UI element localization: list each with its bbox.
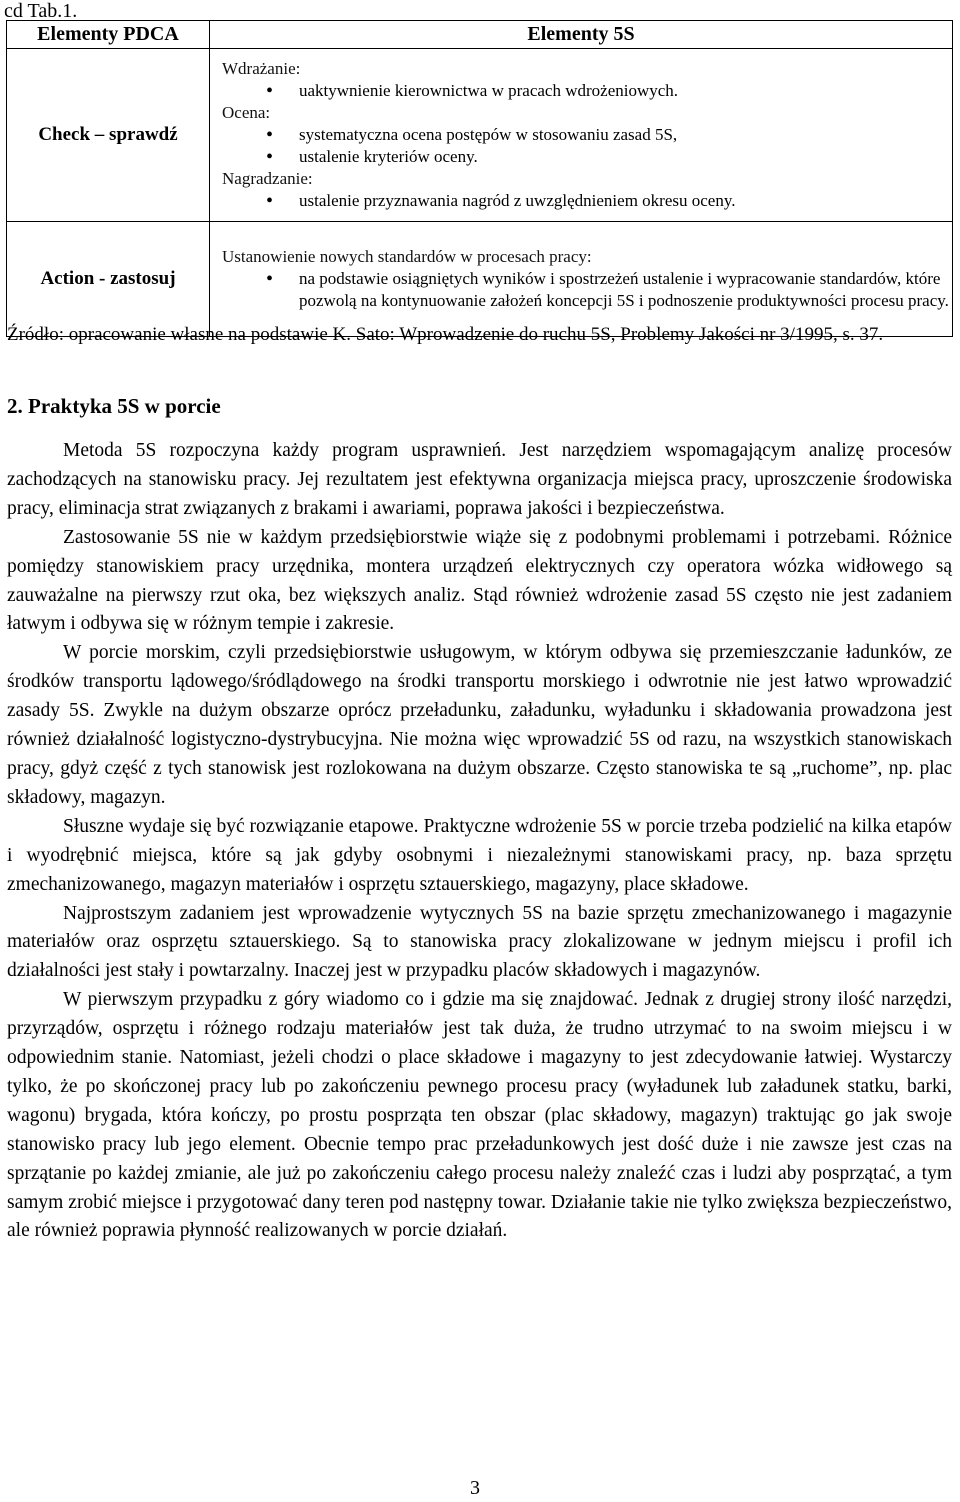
pdca-5s-table xyxy=(6,20,953,337)
bullet-list xyxy=(222,268,952,312)
bullet-list xyxy=(222,190,952,212)
check-elements-cell xyxy=(210,49,953,222)
bullet-item: • ustalenie kryteriów oceny. xyxy=(222,146,952,168)
bullet-list xyxy=(222,80,952,102)
bullet-item: • systematyczna ocena postępów w stosowaniu zasad 5S, xyxy=(222,124,952,146)
body-text xyxy=(7,437,952,1246)
group-title: Ustanowienie nowych standardów w procesach pracy: xyxy=(222,247,592,266)
paragraph: W pierwszym przypadku z góry wiadomo co i gdzie ma się znajdować. Jednak z drugiej strony ilość narzędzi, przyrządów, osprzętu i różnego rodzaju materiałów jest tak duża, że trudno utrzymać to na swoim miejscu i w odpowiednim stanie. Natomiast, jeżeli chodzi o place składowe i magazyny to jest zdecydowanie łatwiej. Wystarczy tylko, że po skończonej pracy lub po zakończeniu pewnego procesu pracy (wyładunek lub załadunek statku, barki, wagonu) brygada, która kończy, po prostu posprząta ten obszar (plac składowy, magazyn) traktując go jak swoje stanowisko pracy lub jego element. Obecnie tempo prac przeładunkowych jest dość duże i nie zawsze jest czas na sprzątanie po każdej zmianie, ale już po zakończeniu całego procesu należy znaleźć czas i ludzi aby posprzątać, a tym samym zrobić miejsce i przygotować dany teren pod następny towar. Działanie takie nie tylko zwiększa bezpieczeństwo, ale również poprawia płynność realizowanych w porcie działań. xyxy=(7,989,952,1242)
action-elements-cell xyxy=(210,222,953,337)
table-continuation-note: cd Tab.1. xyxy=(4,0,78,22)
group-title: Nagradzanie: xyxy=(222,169,313,188)
header-5s: Elementy 5S xyxy=(210,21,953,49)
page-number: 3 xyxy=(470,1477,480,1499)
row-label-check: Check – sprawdź xyxy=(7,49,210,222)
table-header-row xyxy=(7,21,953,49)
bullet-item: • na podstawie osiągniętych wyników i spostrzeżeń ustalenie i wypracowanie standardów, które pozwolą na kontynuowanie założeń koncepcji 5S i podnoszenie produktywności procesu pracy. xyxy=(222,268,952,312)
paragraph: Najprostszym zadaniem jest wprowadzenie wytycznych 5S na bazie sprzętu zmechanizowanego i magazynie materiałów oraz osprzętu sztauerskiego. Są to stanowiska pracy zlokalizowane w jednym miejscu i profil ich działalności jest stały i powtarzalny. Inaczej jest w przypadku placów składowych i magazynów. xyxy=(7,902,952,982)
group-title: Wdrażanie: xyxy=(222,59,301,78)
paragraph: Metoda 5S rozpoczyna każdy program usprawnień. Jest narzędziem wspomagającym analizę procesów zachodzących na stanowisku pracy. Jej rezultatem jest efektywna organizacja miejsca pracy, uproszczenie środowiska pracy, eliminacja strat związanych z brakami i awariami, poprawa jakości i bezpieczeństwa. xyxy=(7,440,952,519)
table-row xyxy=(7,49,953,222)
table-row xyxy=(7,222,953,337)
table-source-note: Źródło: opracowanie własne na podstawie K. Sato: Wprowadzenie do ruchu 5S, Problemy Jakości nr 3/1995, s. 37. xyxy=(7,324,884,345)
row-label-action: Action - zastosuj xyxy=(7,222,210,337)
bullet-item: • ustalenie przyznawania nagród z uwzględnieniem okresu oceny. xyxy=(222,190,952,212)
header-pdca: Elementy PDCA xyxy=(7,21,210,49)
paragraph: Słuszne wydaje się być rozwiązanie etapowe. Praktyczne wdrożenie 5S w porcie trzeba podzielić na kilka etapów i wyodrębnić miejsca, które są jak gdyby osobnymi i niezależnymi stanowiskami pracy, np. baza sprzętu zmechanizowanego, magazyn materiałów i osprzętu sztauerskiego, magazyny, place składowe. xyxy=(7,815,952,895)
group-title: Ocena: xyxy=(222,103,271,122)
bullet-list xyxy=(222,124,952,168)
paragraph: Zastosowanie 5S nie w każdym przedsiębiorstwie wiąże się z podobnymi problemami i potrzebami. Różnice pomiędzy stanowiskiem pracy urzędnika, montera urządzeń elektrycznych czy operatora wózka widłowego są zauważalne na pierwszy rzut oka, bez większych analiz. Stąd również wdrożenie zasad 5S często nie jest zadaniem łatwym i odbywa się w różnym tempie i zakresie. xyxy=(7,526,952,635)
paragraph: W porcie morskim, czyli przedsiębiorstwie usługowym, w którym odbywa się przemieszczanie ładunków, ze środków transportu lądowego/śródlądowego na środki transportu morskiego i odwrotnie nie jest łatwo wprowadzić zasady 5S. Zwykle na dużym obszarze oprócz przeładunku, załadunku, wyładunku i składowania prowadzona jest również działalność logistyczno-dystrybucyjna. Nie można więc wprowadzić 5S od razu, na wszystkich stanowiskach pracy, gdyż część z tych stanowisk jest rozlokowana na dużym obszarze. Często stanowiska te są „ruchome”, np. plac składowy, magazyn. xyxy=(7,642,952,808)
section-heading: 2. Praktyka 5S w porcie xyxy=(7,394,221,418)
bullet-item: • uaktywnienie kierownictwa w pracach wdrożeniowych. xyxy=(222,80,952,102)
